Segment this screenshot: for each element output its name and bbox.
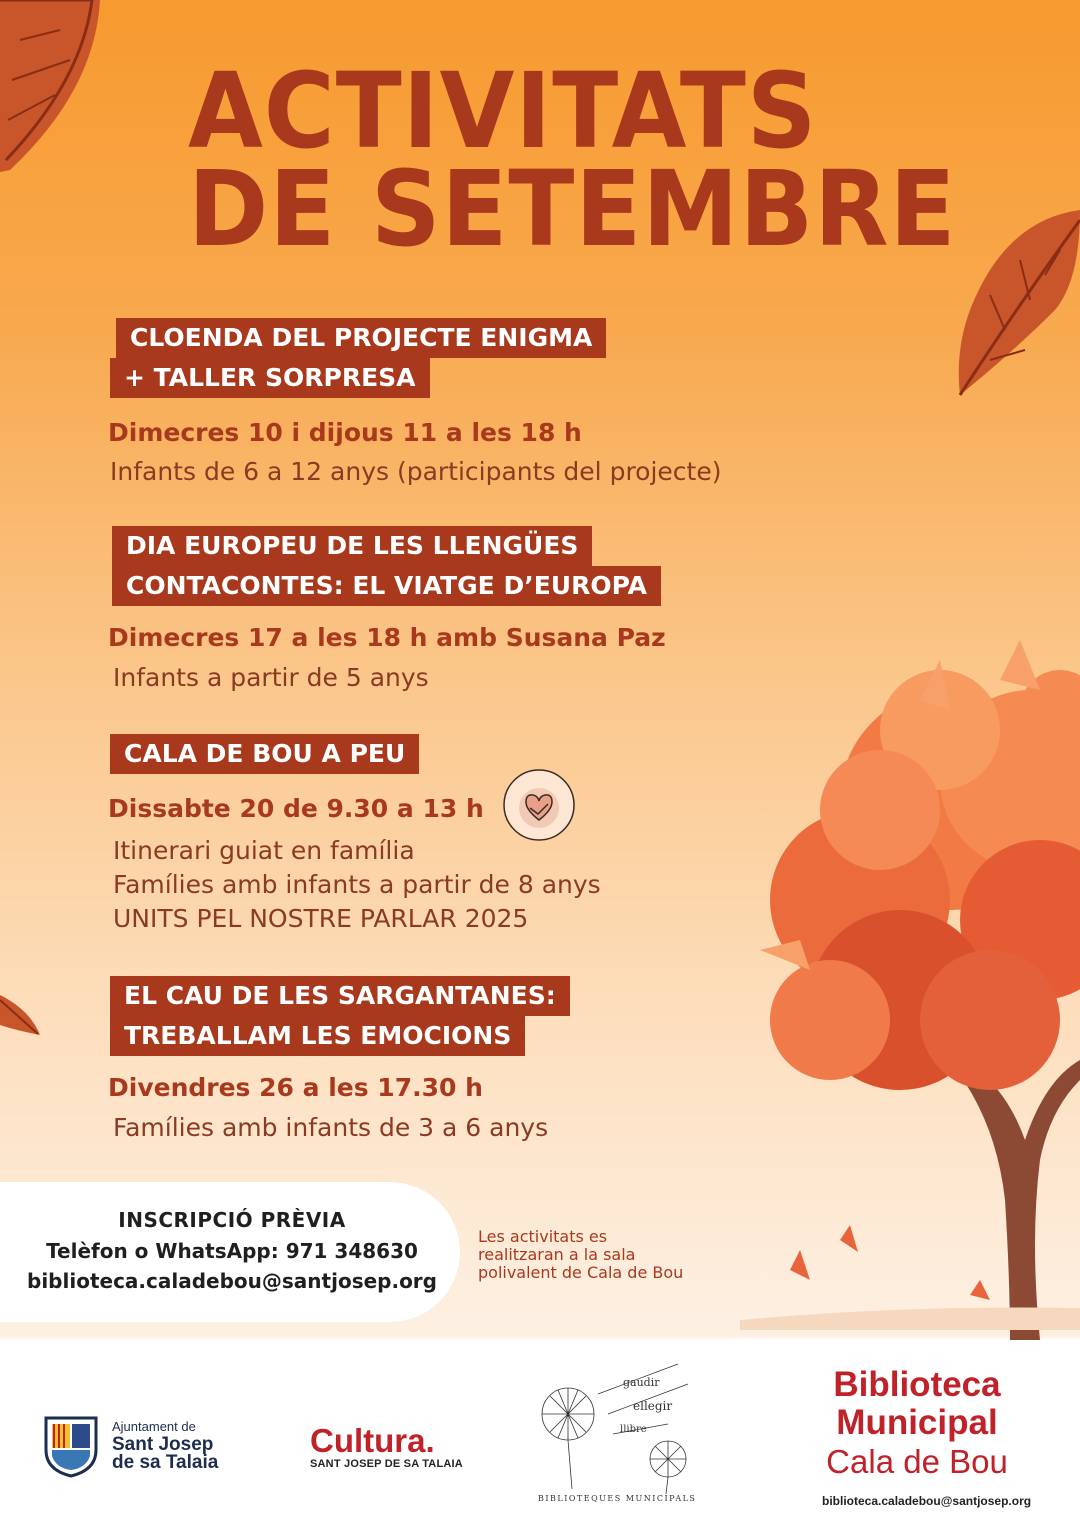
- registration-heading: INSCRIPCIÓ PRÈVIA: [118, 1208, 346, 1232]
- event-2-banner-line-2: CONTACONTES: EL VIATGE D’EUROPA: [112, 566, 661, 606]
- biblioteca-email[interactable]: biblioteca.caladebou@santjosep.org: [822, 1494, 1032, 1508]
- leaf-top-left-illustration: [0, 0, 110, 180]
- cultura-title: Cultura.: [310, 1422, 435, 1459]
- event-2-when: Dimecres 17 a les 18 h amb Susana Paz: [108, 623, 666, 652]
- coat-of-arms-icon: [40, 1412, 102, 1478]
- venue-note: Les activitats es realitzaran a la sala polivalent de Cala de Bou: [478, 1227, 684, 1282]
- event-3-when: Dissabte 20 de 9.30 a 13 h: [108, 794, 484, 823]
- event-2-banner-line-1: DIA EUROPEU DE LES LLENGÜES: [112, 526, 592, 566]
- biblioteca-line-1: Biblioteca: [833, 1365, 1001, 1404]
- event-4-detail: Famílies amb infants de 3 a 6 anys: [113, 1113, 549, 1142]
- biblioteca-municipal-logo: [822, 1365, 1032, 1508]
- event-2-detail: Infants a partir de 5 anys: [113, 663, 429, 692]
- footer: [0, 1340, 1080, 1518]
- dandelion-icon: [528, 1354, 708, 1504]
- biblioteca-line-3: Cala de Bou: [826, 1443, 1008, 1480]
- event-1-when: Dimecres 10 i dijous 11 a les 18 h: [108, 418, 582, 447]
- biblioteques-municipals-logo: [528, 1354, 708, 1509]
- registration-email[interactable]: biblioteca.caladebou@santjosep.org: [27, 1269, 437, 1293]
- title-line-2: DE SETEMBRE: [188, 148, 957, 270]
- title-line-1: ACTIVITATS: [188, 50, 818, 172]
- word-ellegir: ellegir: [633, 1399, 673, 1413]
- event-3-banner-line-1: CALA DE BOU A PEU: [110, 734, 419, 774]
- cultura-logo: [310, 1424, 463, 1470]
- word-gaudir: gaudir: [623, 1376, 660, 1389]
- units-pel-nostre-parlar-badge: [502, 768, 576, 842]
- ajuntament-logo: [40, 1412, 218, 1478]
- leaf-right-illustration: [945, 200, 1080, 400]
- leaf-left-illustration: [0, 990, 45, 1040]
- registration-box: [0, 1182, 460, 1322]
- event-3-detail-2: Famílies amb infants a partir de 8 anys: [113, 870, 601, 899]
- registration-phone[interactable]: Telèfon o WhatsApp: 971 348630: [46, 1239, 418, 1263]
- autumn-tree-illustration: [740, 640, 1080, 1340]
- cultura-subtitle: SANT JOSEP DE SA TALAIA: [310, 1458, 463, 1470]
- event-3-detail-3: UNITS PEL NOSTRE PARLAR 2025: [113, 904, 529, 933]
- ajuntament-line-2: de sa Talaia: [112, 1452, 219, 1473]
- biblioteques-caption: BIBLIOTEQUES MUNICIPALS: [538, 1494, 697, 1503]
- handshake-heart-icon: [502, 768, 576, 842]
- word-llibre: llibre: [620, 1424, 647, 1435]
- event-4-banner-line-1: EL CAU DE LES SARGANTANES:: [110, 976, 570, 1016]
- biblioteca-line-2: Municipal: [836, 1403, 998, 1442]
- ajuntament-small: Ajuntament de: [112, 1419, 196, 1434]
- event-1-banner-line-2: + TALLER SORPRESA: [110, 358, 430, 398]
- event-4-banner-line-2: TREBALLAM LES EMOCIONS: [110, 1016, 525, 1056]
- event-1-detail: Infants de 6 a 12 anys (participants del projecte): [110, 457, 722, 486]
- event-3-detail-1: Itinerari guiat en família: [113, 836, 415, 865]
- event-4-when: Divendres 26 a les 17.30 h: [108, 1073, 483, 1102]
- event-1-banner-line-1: CLOENDA DEL PROJECTE ENIGMA: [116, 318, 606, 358]
- page-title: [188, 50, 957, 270]
- ajuntament-line-1: Sant Josep: [112, 1434, 214, 1455]
